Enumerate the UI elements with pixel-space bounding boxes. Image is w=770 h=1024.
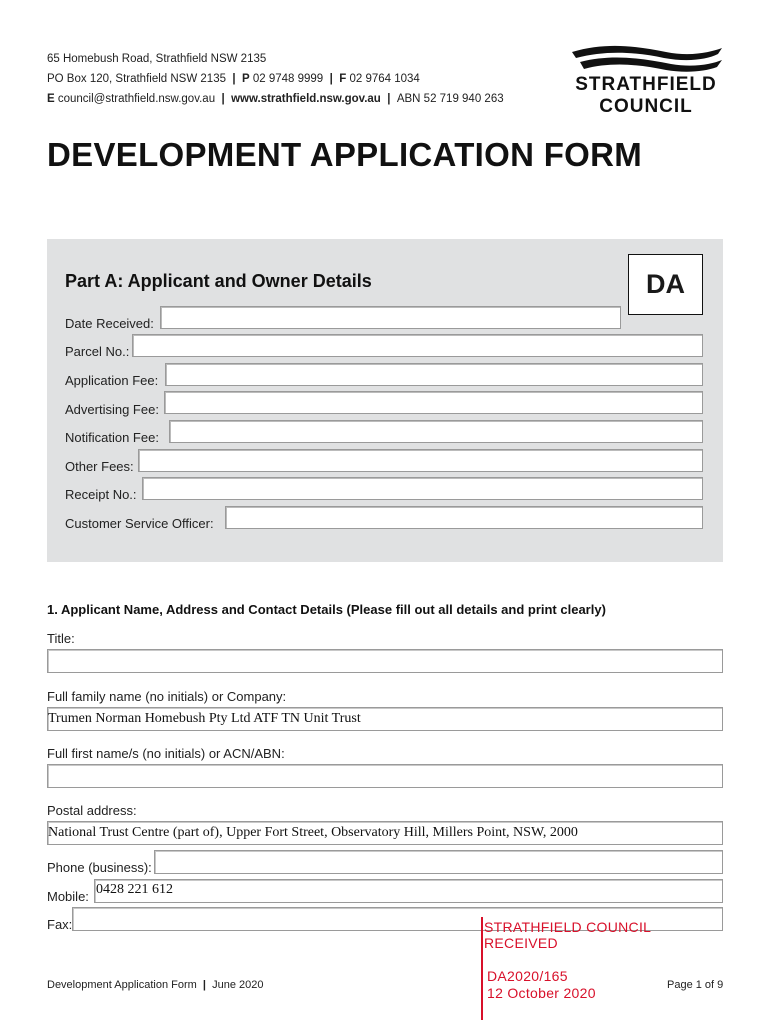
part-a-title: Part A: Applicant and Owner Details [65, 271, 372, 291]
customer-service-officer-field[interactable] [225, 506, 703, 529]
section-1-title: 1. Applicant Name, Address and Contact Details (Please fill out all details and print clearly) [47, 602, 606, 617]
title-label: Title: [47, 631, 75, 646]
customer-service-officer-label: Customer Service Officer: [65, 516, 214, 531]
parcel-no-field[interactable] [132, 334, 703, 357]
council-po-phone-fax: PO Box 120, Strathfield NSW 2135 | P 02 9748 9999 | F 02 9764 1034 [47, 73, 420, 85]
postal-address-label: Postal address: [47, 803, 137, 818]
application-fee-label: Application Fee: [65, 373, 159, 388]
mobile-label: Mobile: [47, 889, 89, 904]
family-name-label: Full family name (no initials) or Company: [47, 689, 287, 704]
date-received-label: Date Received: [65, 316, 154, 331]
date-received-field[interactable] [160, 306, 621, 329]
receipt-no-field[interactable] [142, 477, 703, 500]
logo-text-council: COUNCIL [599, 96, 693, 117]
stamp-received: RECEIVED [484, 935, 558, 951]
first-name-field[interactable] [47, 764, 723, 788]
advertising-fee-field[interactable] [164, 391, 703, 414]
postal-address-value: National Trust Centre (part of), Upper Fort Street, Observatory Hill, Millers Point, NSW, 2000 [48, 825, 578, 840]
footer-page-number: Page 1 of 9 [667, 979, 724, 991]
da-badge: DA [628, 254, 703, 315]
other-fees-field[interactable] [138, 449, 703, 472]
first-name-label: Full first name/s (no initials) or ACN/ABN: [47, 746, 285, 761]
advertising-fee-label: Advertising Fee: [65, 402, 159, 417]
council-address: 65 Homebush Road, Strathfield NSW 2135 [47, 53, 267, 65]
council-email-web-abn: E council@strathfield.nsw.gov.au | www.strathfield.nsw.gov.au | ABN 52 719 940 263 [47, 93, 504, 105]
receipt-no-label: Receipt No.: [65, 487, 137, 502]
mobile-value: 0428 221 612 [96, 882, 173, 897]
notification-fee-field[interactable] [169, 420, 703, 443]
family-name-value: Trumen Norman Homebush Pty Ltd ATF TN Unit Trust [48, 711, 361, 726]
title-field[interactable] [47, 649, 723, 673]
stamp-reference: DA2020/165 [487, 968, 568, 984]
logo-text-strathfield: STRATHFIELD [575, 74, 717, 95]
phone-business-label: Phone (business): [47, 860, 152, 875]
page-title: DEVELOPMENT APPLICATION FORM [47, 136, 643, 173]
stamp-border [481, 917, 483, 1020]
phone-business-field[interactable] [154, 850, 723, 874]
fax-label: Fax: [47, 917, 73, 932]
notification-fee-label: Notification Fee: [65, 430, 159, 445]
other-fees-label: Other Fees: [65, 459, 134, 474]
council-website[interactable]: www.strathfield.nsw.gov.au [231, 93, 381, 105]
stamp-council: STRATHFIELD COUNCIL [484, 919, 652, 935]
mobile-field[interactable] [94, 879, 723, 903]
council-email[interactable]: council@strathfield.nsw.gov.au [57, 93, 216, 105]
stamp-date: 12 October 2020 [487, 985, 596, 1001]
application-fee-field[interactable] [165, 363, 703, 386]
footer-document-name: Development Application Form | June 2020 [47, 979, 264, 991]
parcel-no-label: Parcel No.: [65, 344, 130, 359]
